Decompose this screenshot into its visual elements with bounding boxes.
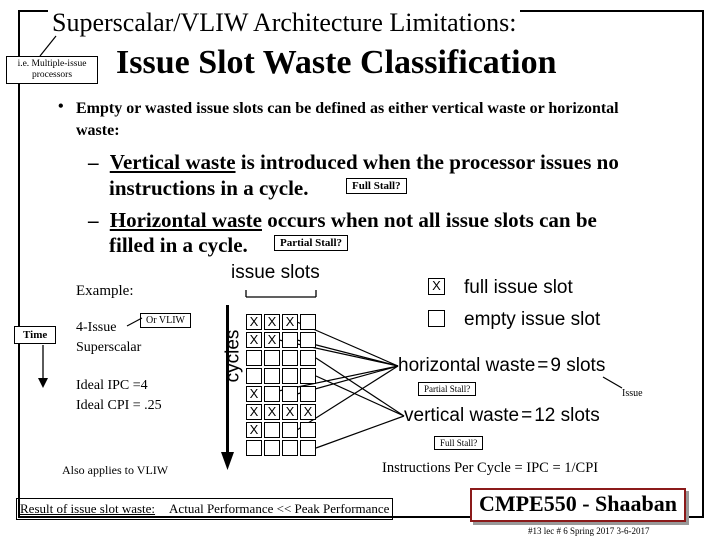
issue-slot	[264, 350, 280, 366]
superscalar-label: Superscalar	[76, 340, 142, 355]
ideal-ipc: Ideal IPC =4	[76, 378, 148, 393]
horizontal-waste-equation	[398, 355, 605, 377]
partial-stall-badge: Partial Stall?	[274, 235, 348, 251]
issue-slot: X	[264, 404, 280, 420]
issue-slot	[300, 350, 316, 366]
vertical-waste-label: vertical waste	[404, 405, 520, 426]
issue-slot	[264, 368, 280, 384]
issue-slot: X	[246, 332, 262, 348]
ideal-cpi: Ideal CPI = .25	[76, 398, 162, 413]
issue-slot	[264, 440, 280, 456]
ipc-formula: Instructions Per Cycle = IPC = 1/CPI	[382, 460, 599, 476]
issue-slot	[300, 422, 316, 438]
issue-slot: X	[264, 332, 280, 348]
issue-note: Issue	[622, 388, 643, 399]
legend-empty-slot-icon	[428, 310, 445, 327]
full-stall-note: Full Stall?	[434, 436, 483, 450]
horizontal-waste-desc-1: occurs when not all issue slots can be	[261, 208, 597, 232]
four-issue-label: 4-Issue	[76, 320, 117, 335]
issue-slot	[264, 422, 280, 438]
issue-slot	[300, 314, 316, 330]
issue-slot	[282, 422, 298, 438]
issue-slot: X	[246, 314, 262, 330]
issue-slot: X	[264, 314, 280, 330]
actual-vs-peak: Actual Performance << Peak Performance	[169, 501, 390, 516]
slide-info: #13 lec # 6 Spring 2017 3-6-2017	[528, 526, 650, 536]
grid-row	[246, 440, 318, 456]
legend-full-label: full issue slot	[464, 277, 573, 298]
vertical-waste-term: Vertical waste	[109, 150, 236, 174]
time-label: Time	[14, 326, 56, 344]
issue-slot	[282, 350, 298, 366]
grid-row	[246, 314, 318, 330]
horizontal-waste-desc-2: filled in a cycle.	[109, 233, 248, 257]
horizontal-waste-label: horizontal waste	[398, 355, 536, 376]
also-applies-vliw: Also applies to VLIW	[62, 463, 169, 477]
vertical-waste-equation	[404, 405, 600, 427]
course-badge: CMPE550 - Shaaban	[470, 488, 686, 522]
issue-slot	[282, 368, 298, 384]
issue-slot: X	[282, 314, 298, 330]
partial-stall-note: Partial Stall?	[418, 382, 476, 396]
grid-row	[246, 332, 318, 348]
vertical-waste-desc-2: instructions in a cycle.	[109, 176, 309, 200]
or-vliw-note: Or VLIW	[140, 313, 191, 328]
grid-row	[246, 386, 318, 402]
equals-sign: =	[537, 355, 549, 376]
issue-slot: X	[246, 422, 262, 438]
vertical-waste-value: 12 slots	[534, 405, 600, 426]
cycles-label: cycles	[222, 329, 244, 383]
issue-slot	[300, 332, 316, 348]
issue-slot	[264, 386, 280, 402]
grid-row	[246, 422, 318, 438]
issue-slot: X	[246, 386, 262, 402]
legend-full-slot-icon: X	[428, 278, 445, 295]
horizontal-waste-value: 9 slots	[550, 355, 606, 376]
issue-slot	[300, 440, 316, 456]
issue-slot	[282, 332, 298, 348]
grid-row	[246, 350, 318, 366]
dash-marker: –	[88, 208, 99, 232]
issue-slot	[282, 386, 298, 402]
result-box	[16, 498, 393, 520]
dash-marker: –	[88, 150, 99, 174]
issue-slots-label: issue slots	[231, 262, 320, 283]
grid-row	[246, 404, 318, 420]
result-label: Result of issue slot waste:	[20, 501, 156, 516]
issue-slot	[246, 350, 262, 366]
vertical-waste-desc-1: is introduced when the processor issues no	[235, 150, 619, 174]
issue-slot	[300, 368, 316, 384]
grid-row	[246, 368, 318, 384]
page-title: Issue Slot Waste Classification	[116, 44, 557, 81]
issue-slot	[300, 386, 316, 402]
issue-slot: X	[246, 404, 262, 420]
issue-slot	[282, 440, 298, 456]
issue-slot	[246, 368, 262, 384]
legend-empty-label: empty issue slot	[464, 309, 601, 330]
example-label: Example:	[76, 283, 134, 299]
full-stall-badge: Full Stall?	[346, 178, 407, 194]
slide-supertitle: Superscalar/VLIW Architecture Limitations:	[48, 8, 520, 38]
issue-slot	[246, 440, 262, 456]
multiple-issue-note: i.e. Multiple-issue processors	[6, 56, 98, 84]
issue-slot: X	[282, 404, 298, 420]
equals-sign: =	[521, 405, 533, 426]
issue-slot: X	[300, 404, 316, 420]
horizontal-waste-term: Horizontal waste	[109, 208, 262, 232]
bullet-marker: •	[58, 98, 64, 115]
bullet-text: Empty or wasted issue slots can be defined as either vertical waste or horizontal waste:	[76, 100, 619, 139]
